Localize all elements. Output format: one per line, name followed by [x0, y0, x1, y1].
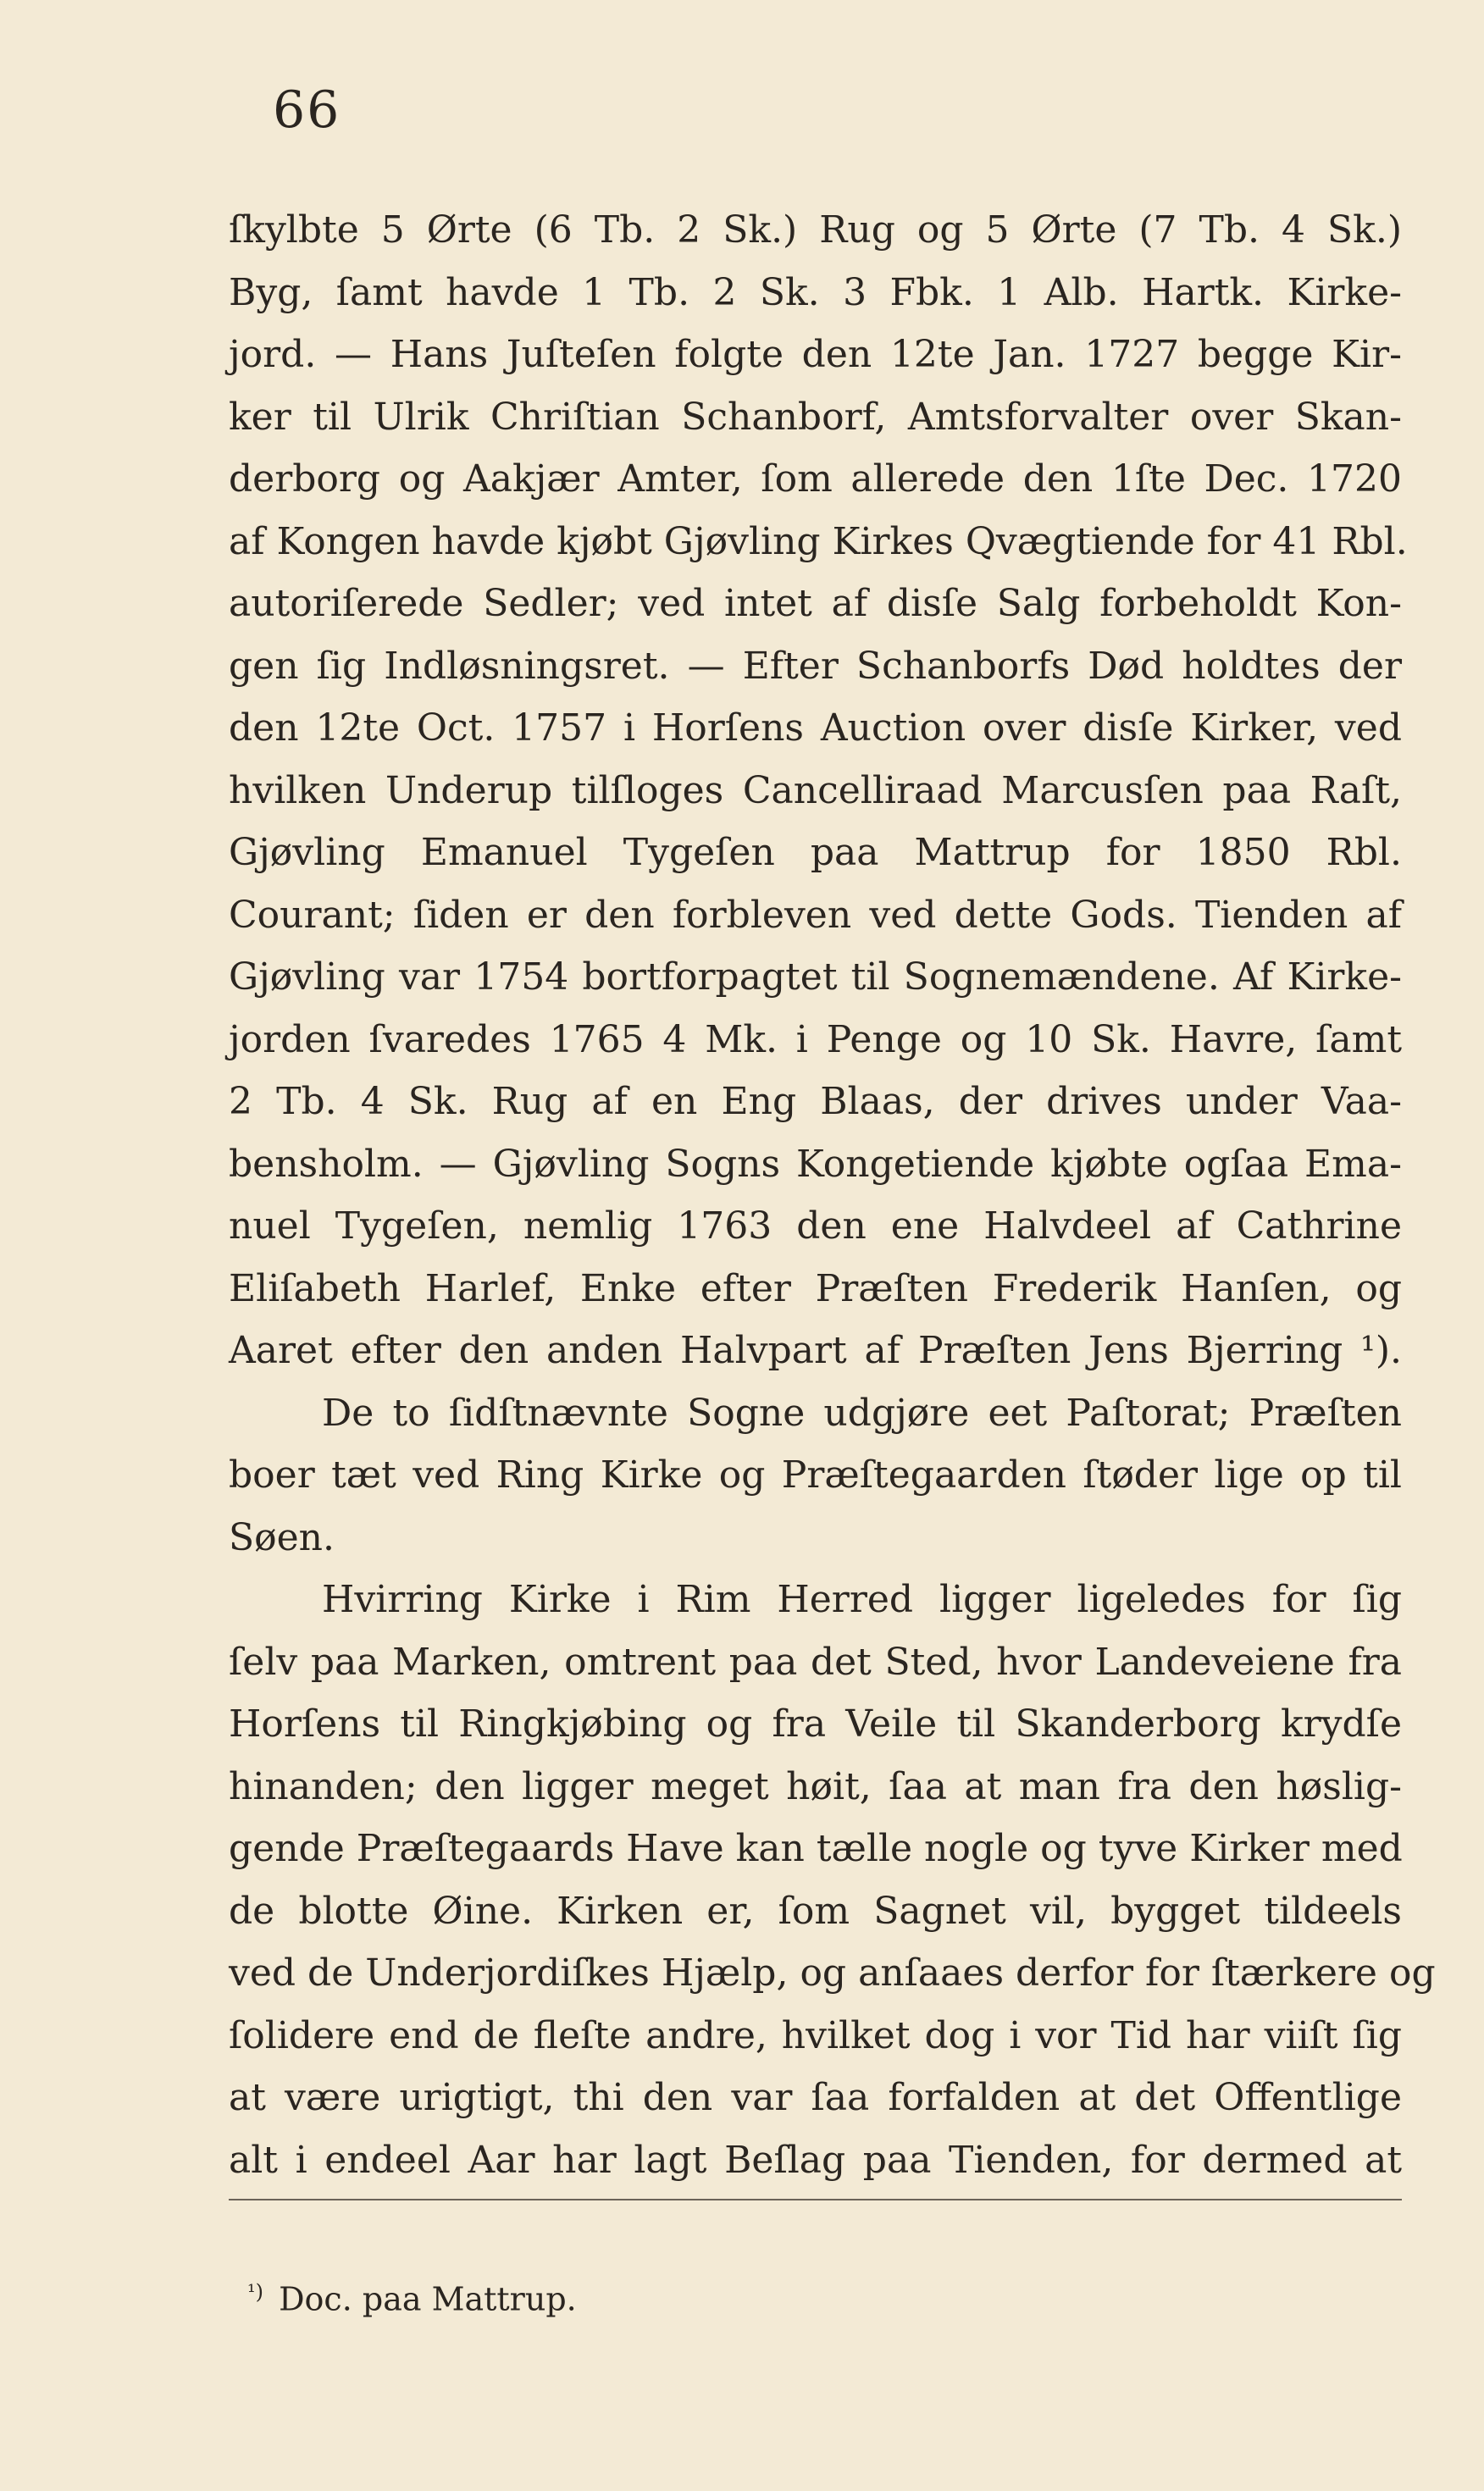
text-line: gende Præſtegaards Have kan tælle nogle og tyve Kirker med [229, 1827, 1403, 1870]
footnote-divider [229, 2199, 1402, 2200]
text-line: Aaret efter den anden Halvpart af Præſten Jens Bjerring ¹). [229, 1329, 1402, 1372]
text-line: ker til Ulrik Chriſtian Schanborf, Amtsforvalter over Skan- [229, 395, 1402, 439]
text-line: Søen. [229, 1515, 335, 1559]
text-line: autoriſerede Sedler; ved intet af disſe Salg forbeholdt Kon- [229, 582, 1402, 625]
text-line: ſelv paa Marken, omtrent paa det Sted, hvor Landeveiene fra [229, 1640, 1402, 1684]
text-line: Courant; ſiden er den forbleven ved dette Gods. Tienden af [229, 893, 1402, 937]
text-line: 2 Tb. 4 Sk. Rug af en Eng Blaas, der drives under Vaa- [229, 1080, 1402, 1123]
footnote-text: Doc. paa Mattrup. [279, 2280, 577, 2318]
text-line: alt i endeel Aar har lagt Beſlag paa Tienden, for dermed at [229, 2138, 1402, 2182]
text-line: hinanden; den ligger meget høit, ſaa at man fra den høslig- [229, 1764, 1402, 1808]
text-line: bensholm. — Gjøvling Sogns Kongetiende kjøbte ogſaa Ema- [229, 1142, 1402, 1186]
text-line: boer tæt ved Ring Kirke og Præſtegaarden ſtøder lige op til [229, 1453, 1402, 1497]
text-line: af Kongen havde kjøbt Gjøvling Kirkes Qvægtiende for 41 Rbl. [229, 519, 1408, 563]
text-line: nuel Tygeſen, nemlig 1763 den ene Halvdeel af Cathrine [229, 1204, 1402, 1248]
text-line: Horſens til Ringkjøbing og fra Veile til Skanderborg krydſe [229, 1702, 1402, 1746]
text-line: De to ſidſtnævnte Sogne udgjøre eet Paſtorat; Præſten [322, 1391, 1402, 1435]
text-line: Hvirring Kirke i Rim Herred ligger ligeledes for ſig [322, 1578, 1402, 1621]
text-line: Eliſabeth Harlef, Enke efter Præſten Frederik Hanſen, og [229, 1266, 1402, 1310]
text-line: Gjøvling Emanuel Tygeſen paa Mattrup for 1850 Rbl. [229, 831, 1402, 874]
text-line: hvilken Underup tilſloges Cancelliraad Marcusſen paa Raſt, [229, 768, 1402, 812]
text-line: ved de Underjordiſkes Hjælp, og anſaaes derfor for ſtærkere og [229, 1951, 1436, 1995]
text-line: at være urigtigt, thi den var ſaa forfalden at det Offentlige [229, 2076, 1402, 2119]
text-line: derborg og Aakjær Amter, ſom allerede den 1ſte Dec. 1720 [229, 457, 1402, 501]
footnote-marker: ¹) [247, 2280, 263, 2304]
text-line: den 12te Oct. 1757 i Horſens Auction over disſe Kirker, ved [229, 706, 1402, 750]
text-line: ſolidere end de fleſte andre, hvilket dog i vor Tid har viiſt ſig [229, 2013, 1402, 2057]
text-line: de blotte Øine. Kirken er, ſom Sagnet vil, bygget tildeels [229, 1889, 1402, 1933]
footnote [247, 2267, 577, 2325]
text-line: ſkylbte 5 Ørte (6 Tb. 2 Sk.) Rug og 5 Ørte (7 Tb. 4 Sk.) [229, 208, 1402, 252]
text-line: Byg, ſamt havde 1 Tb. 2 Sk. 3 Fbk. 1 Alb. Hartk. Kirke- [229, 270, 1402, 314]
body-text [229, 199, 1436, 2191]
page-number: 66 [273, 80, 341, 140]
text-line: jorden ſvaredes 1765 4 Mk. i Penge og 10 Sk. Havre, ſamt [229, 1017, 1402, 1061]
text-line: gen ſig Indløsningsret. — Efter Schanborfs Død holdtes der [229, 644, 1402, 688]
text-line: jord. — Hans Juſteſen folgte den 12te Jan. 1727 begge Kir- [229, 333, 1402, 376]
text-line: Gjøvling var 1754 bortforpagtet til Sognemændene. Af Kirke- [229, 955, 1402, 999]
